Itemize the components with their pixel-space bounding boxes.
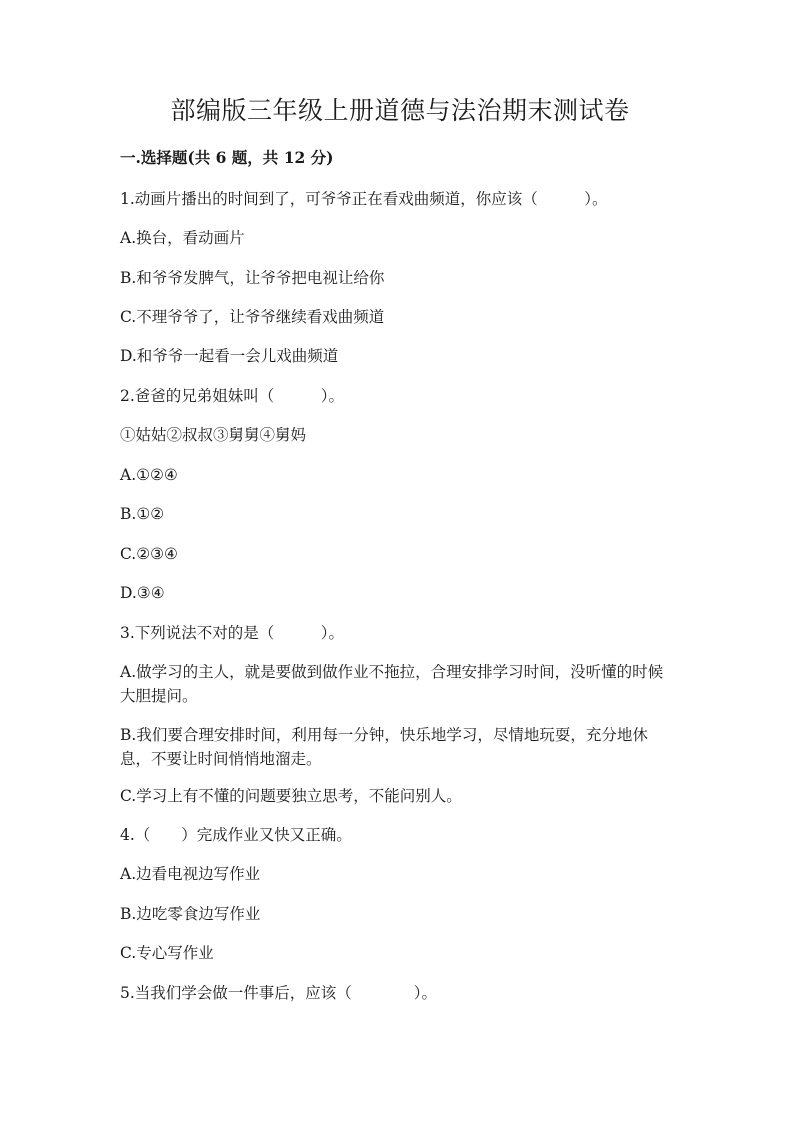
question-4-stem: 4.（ ）完成作业又快又正确。 [120, 826, 352, 844]
question-4-option-c: C.专心写作业 [120, 944, 214, 962]
question-4-option-b: B.边吃零食边写作业 [120, 905, 261, 923]
question-3-stem: 3.下列说法不对的是（ ）。 [120, 624, 345, 642]
question-5-stem: 5.当我们学会做一件事后，应该（ ）。 [120, 984, 438, 1002]
question-2-stem: 2.爸爸的兄弟姐妹叫（ ）。 [120, 387, 345, 405]
question-3-option-a: A.做学习的主人，就是要做到做作业不拖拉，合理安排学习时间，没听懂的时候大胆提问。 [120, 663, 664, 705]
question-1-option-b: B.和爷爷发脾气，让爷爷把电视让给你 [120, 269, 385, 287]
question-3-option-b: B.我们要合理安排时间，利用每一分钟，快乐地学习，尽情地玩耍，充分地休息，不要让时间悄悄地溜走。 [120, 726, 648, 768]
question-4-option-a: A.边看电视边写作业 [120, 865, 261, 883]
question-2-option-a: A.①②④ [120, 466, 178, 484]
question-3-option-c: C.学习上有不懂的问题要独立思考，不能问别人。 [120, 787, 462, 805]
question-1-option-c: C.不理爷爷了，让爷爷继续看戏曲频道 [120, 308, 385, 326]
question-1-stem: 1.动画片播出的时间到了，可爷爷正在看戏曲频道，你应该（ ）。 [120, 190, 608, 208]
question-2-note: ①姑姑②叔叔③舅舅④舅妈 [120, 426, 307, 444]
question-2-option-d: D.③④ [120, 584, 165, 602]
question-2-option-b: B.①② [120, 505, 165, 523]
question-1-option-d: D.和爷爷一起看一会儿戏曲频道 [120, 347, 339, 365]
page-title: 部编版三年级上册道德与法治期末测试卷 [170, 96, 630, 125]
question-1-option-a: A.换台，看动画片 [120, 229, 245, 247]
section-heading: 一.选择题(共 6 题，共 12 分) [120, 148, 334, 167]
question-2-option-c: C.②③④ [120, 545, 178, 563]
